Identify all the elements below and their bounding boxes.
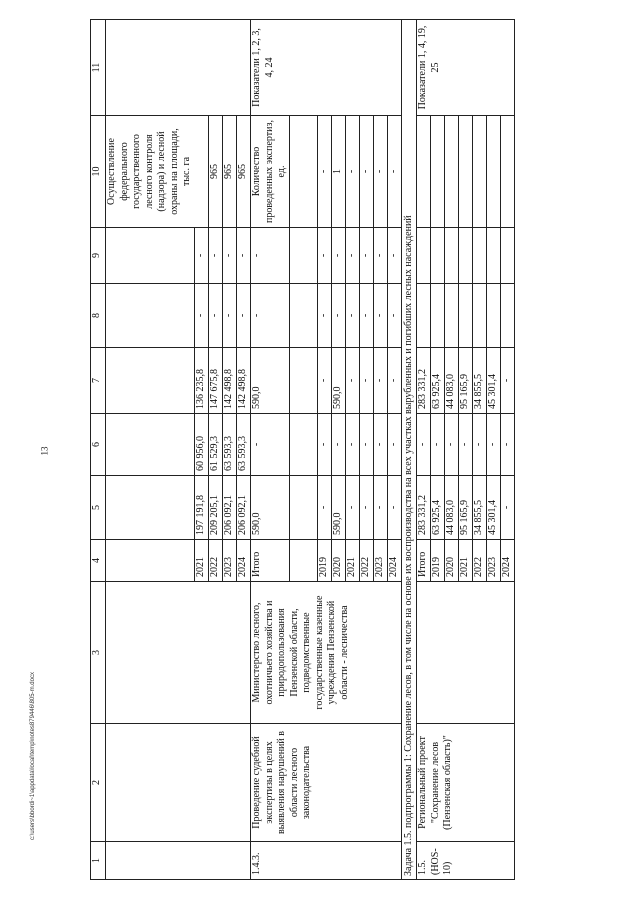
table-row: 2022 209 205,1 61 529,3 147 675,8 - - 965 [209,20,223,880]
col-header: 6 [91,414,106,476]
page-number: 13 [39,446,50,456]
footer-file-path: c:\users\bbordi~1\appdata\local\temp\notes879446\805-m.docx [30,672,36,840]
table-row: 2019 - - - - - - [317,20,331,880]
table-row: 2019 63 925,4 - 63 925,4 [431,20,445,880]
col-header: 4 [91,540,106,582]
table-row: 2020 590,0 - 590,0 - - 1 [331,20,345,880]
table-row: 2024 - - - - - - [387,20,401,880]
col-header: 3 [91,582,106,724]
col-header: 7 [91,348,106,414]
indicator-refs: Показатели 1, 2, 3, 4, 24 [251,20,402,116]
program-table [90,19,515,880]
table-row: 2023 206 092,1 63 593,3 142 498,8 - - 965 [223,20,237,880]
item-number: 1.5. (НОS-10) [417,842,515,880]
table-row: 2022 - - - - - - [359,20,373,880]
table-row [106,20,195,880]
col-header: 9 [91,228,106,284]
table-row: 2024 206 092,1 63 593,3 142 498,8 - - 965 [237,20,251,880]
column-header-row [91,20,106,880]
table-row: 2024 - - - [501,20,515,880]
col-header: 8 [91,284,106,348]
table-row: 2020 44 083,0 - 44 083,0 [445,20,459,880]
table-row: 2023 - - - - - - [373,20,387,880]
table-row: 1.4.3. Проведение судебной экспертизы в целях выявления нарушений в области лесного законодательства Министерство лесного, охотничьего хозяйства и природопользования Пензенской области, подведомственные государственные казенные учреждения Пензенской области - лесничества Итого 590,0 - 590,0 - - Количество проведенных экспертиз, ед. Показатели 1, 2, 3, 4, 24 [251,20,290,880]
indicator-text: Осуществление федерального государственного лесного контроля (надзора) и лесной охраны на площади, тыс. га [106,116,209,228]
table-row: 2021 197 191,8 60 956,0 136 235,8 - - [195,20,209,880]
col-header: 2 [91,724,106,842]
item-name: Региональный проект "Сохранение лесов (Пензенская область)" [417,724,515,842]
col-header: 11 [91,20,106,116]
table-row: 2021 - - - - - - [345,20,359,880]
col-header: 1 [91,842,106,880]
task-title: Задача 1.5. подпрограммы 1: Сохранение лесов, в том числе на основе их воспроизводства на всех участках вырубленных и погибших лесных насаждений [401,20,417,880]
table-row: 2023 45 301,4 - 45 301,4 [487,20,501,880]
item-number: 1.4.3. [251,842,402,880]
table-row: 2022 34 855,5 - 34 855,5 [473,20,487,880]
col-header: 10 [91,116,106,228]
indicator-refs: Показатели 1, 4, 19, 25 [417,20,515,116]
rotated-table-container [90,20,615,880]
executor: Министерство лесного, охотничьего хозяйства и природопользования Пензенской области, подведомственные государственные казенные учреждения Пензенской области - лесничества [251,582,402,724]
task-row [401,20,417,880]
col-header: 5 [91,476,106,540]
table-row: 1.5. (НОS-10) Региональный проект "Сохранение лесов (Пензенская область)" Итого 283 331,2 - 283 331,2 Показатели 1, 4, 19, 25 [417,20,431,880]
indicator-text: Количество проведенных экспертиз, ед. [251,116,290,228]
table-row: 2021 95 165,9 - 95 165,9 [459,20,473,880]
item-name: Проведение судебной экспертизы в целях выявления нарушений в области лесного законодательства [251,724,402,842]
